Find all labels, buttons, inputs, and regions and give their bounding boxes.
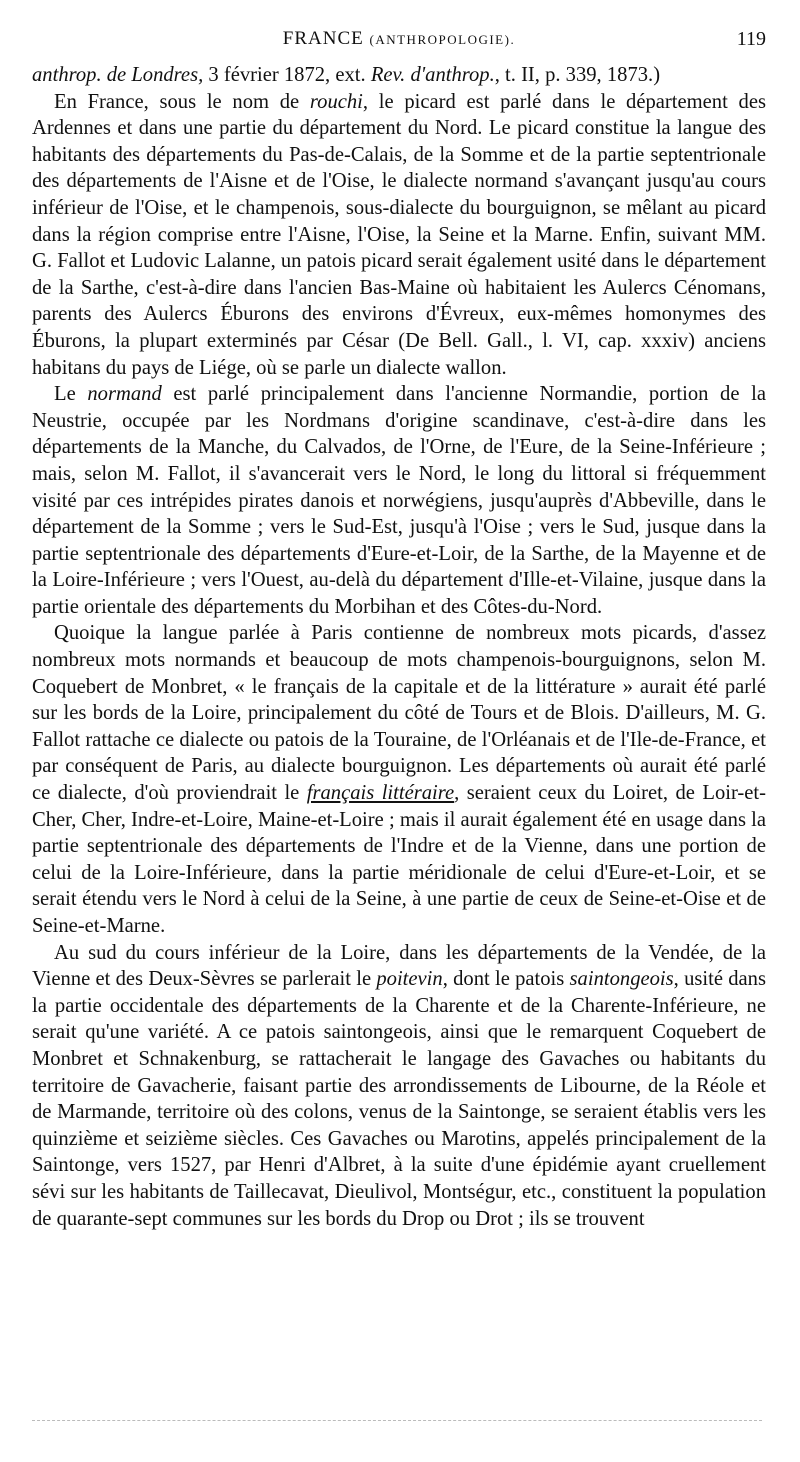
- text-run: , dont le patois: [442, 968, 570, 991]
- emphasis-text: rouchi: [309, 90, 363, 113]
- text-run: 3 février 1872, ext.: [203, 64, 371, 86]
- text-run: , usité dans la partie occidentale des départements de la Charente et de la Charente-Inférieure, ne serait qu'une variété. A ce patois saintongeois, ainsi que le remarquent Coquebert de Monbret et Schnakenburg, se rattacherait le langage des Gavaches ou habitants du territoire de Gavacherie, faisant partie des arrondissements de Libourne, de la Réole et de Marmande, territoire où des colons, venus de la Saintonge, se seraient établis vers les quinzième et seizième siècles. Ces Gavaches ou Marotins, appelés principalement de la Saintonge, vers 1527, par Henri d'Albret, à la suite d'une épidémie ayant cruellement sévi sur les habitants de Taillecavat, Dieulivol, Montségur, etc., constituent la population de quarante-sept communes sur les bords du Drop ou Drot ; ils se trouvent: [32, 968, 766, 1230]
- text-run: , seraient ceux du Loiret, de Loir-et-Cher, Cher, Indre-et-Loire, Maine-et-Loire ; mais il aurait également été en usage dans la partie septentrionale des départements de l'Indre et de la Vienne, dans une portion de celui de la Loire-Inférieure, dans la partie méridionale de celui d'Eure-et-Loir, et se serait étendu vers le Nord à celui de la Seine, à une partie de ceux de Seine-et-Oise et de Seine-et-Marne.: [32, 782, 766, 937]
- text-run: est parlé principalement dans l'ancienne Normandie, portion de la Neustrie, occupée par les Nordmans d'origine scandinave, c'est-à-dire dans les départements de la Manche, du Calvados, de l'Orne, de l'Eure, de la Seine-Inférieure ; mais, selon M. Fallot, il s'avancerait vers le Nord, le long du littoral si fréquemment visité par ces intrépides pirates danois et norwégiens, jusqu'auprès d'Abbeville, dans le département de la Somme ; vers le Sud-Est, jusqu'à l'Oise ; vers le Sud, jusque dans la partie septentrionale des départements d'Eure-et-Loir, de la Sarthe, de la Mayenne et de la Loire-Inférieure ; vers l'Ouest, au-delà du département d'Ille-et-Vilaine, jusque dans la partie orientale des départements du Morbihan et des Côtes-du-Nord.: [32, 383, 766, 618]
- text-run: Quoique la langue parlée à Paris contienne de nombreux mots picards, d'assez nombreux mots normands et beaucoup de mots champenois-bourguignons, selon M. Coquebert de Monbret, « le français de la capitale et de la littérature » aurait été parlé sur les bords de la Loire, principalement du côté de Tours et de Blois. D'ailleurs, M. G. Fallot rattache ce dialecte ou patois de la Touraine, de l'Orléanais et de l'Ile-de-France, et par conséquent de Paris, au dialecte bourguignon. Les départements où aurait été parlé ce dialecte, d'où proviendrait le: [32, 622, 766, 805]
- text-run: , t. II, p. 339, 1873.): [494, 64, 661, 86]
- emphasis-text: Rev. d'anthrop.: [370, 64, 495, 86]
- page: [32, 28, 766, 1232]
- bottom-rule: [32, 1420, 762, 1421]
- emphasis-text: français littéraire: [306, 782, 455, 805]
- header-subtitle: (ANTHROPOLOGIE).: [369, 32, 516, 47]
- text-run: , le picard est parlé dans le département des Ardennes et dans une partie du département du Nord. Le picard constitue la langue des habitants des départements du Pas-de-Calais, de la Somme et de la partie septentrionale des départements de l'Aisne et de l'Oise, le dialecte normand s'avançant jusqu'au cours inférieur de l'Oise, et le champenois, sous-dialecte du bourguignon, se mêlant au picard dans la région comprise entre l'Aisne, l'Oise, la Seine et la Marne. Enfin, suivant MM. G. Fallot et Ludovic Lalanne, un patois picard serait également usité dans le département de la Sarthe, c'est-à-dire dans l'ancien Bas-Maine où habitaient les Aulercs Cénomans, parents des Aulercs Éburons des environs d'Évreux, eux-mêmes homonymes des Éburons, la plupart exterminés par César (De Bell. Gall., l. VI, cap. xxxiv) anciens habitans du pays de Liége, où se parle un dialecte wallon.: [32, 90, 766, 379]
- emphasis-text: poitevin: [376, 968, 443, 991]
- paragraph: [32, 381, 766, 620]
- paragraph: [32, 89, 766, 382]
- header-title: FRANCE: [282, 28, 364, 49]
- emphasis-text: normand: [87, 383, 162, 406]
- paragraph: [32, 940, 766, 1233]
- running-title: [32, 28, 766, 50]
- text-run: Le: [54, 383, 88, 406]
- text-run: Au sud du cours inférieur de la Loire, dans les départements de la Vendée, de la Vienne et des Deux-Sèvres se parlerait le: [32, 941, 766, 991]
- running-header: [32, 28, 766, 62]
- emphasis-text: saintongeois: [569, 968, 674, 991]
- emphasis-text: anthrop. de Londres,: [32, 64, 204, 86]
- page-number: 119: [736, 28, 766, 50]
- paragraph: [32, 62, 766, 89]
- paragraph: [32, 620, 766, 939]
- text-run: En France, sous le nom de: [54, 90, 310, 113]
- body-text: [32, 62, 766, 1232]
